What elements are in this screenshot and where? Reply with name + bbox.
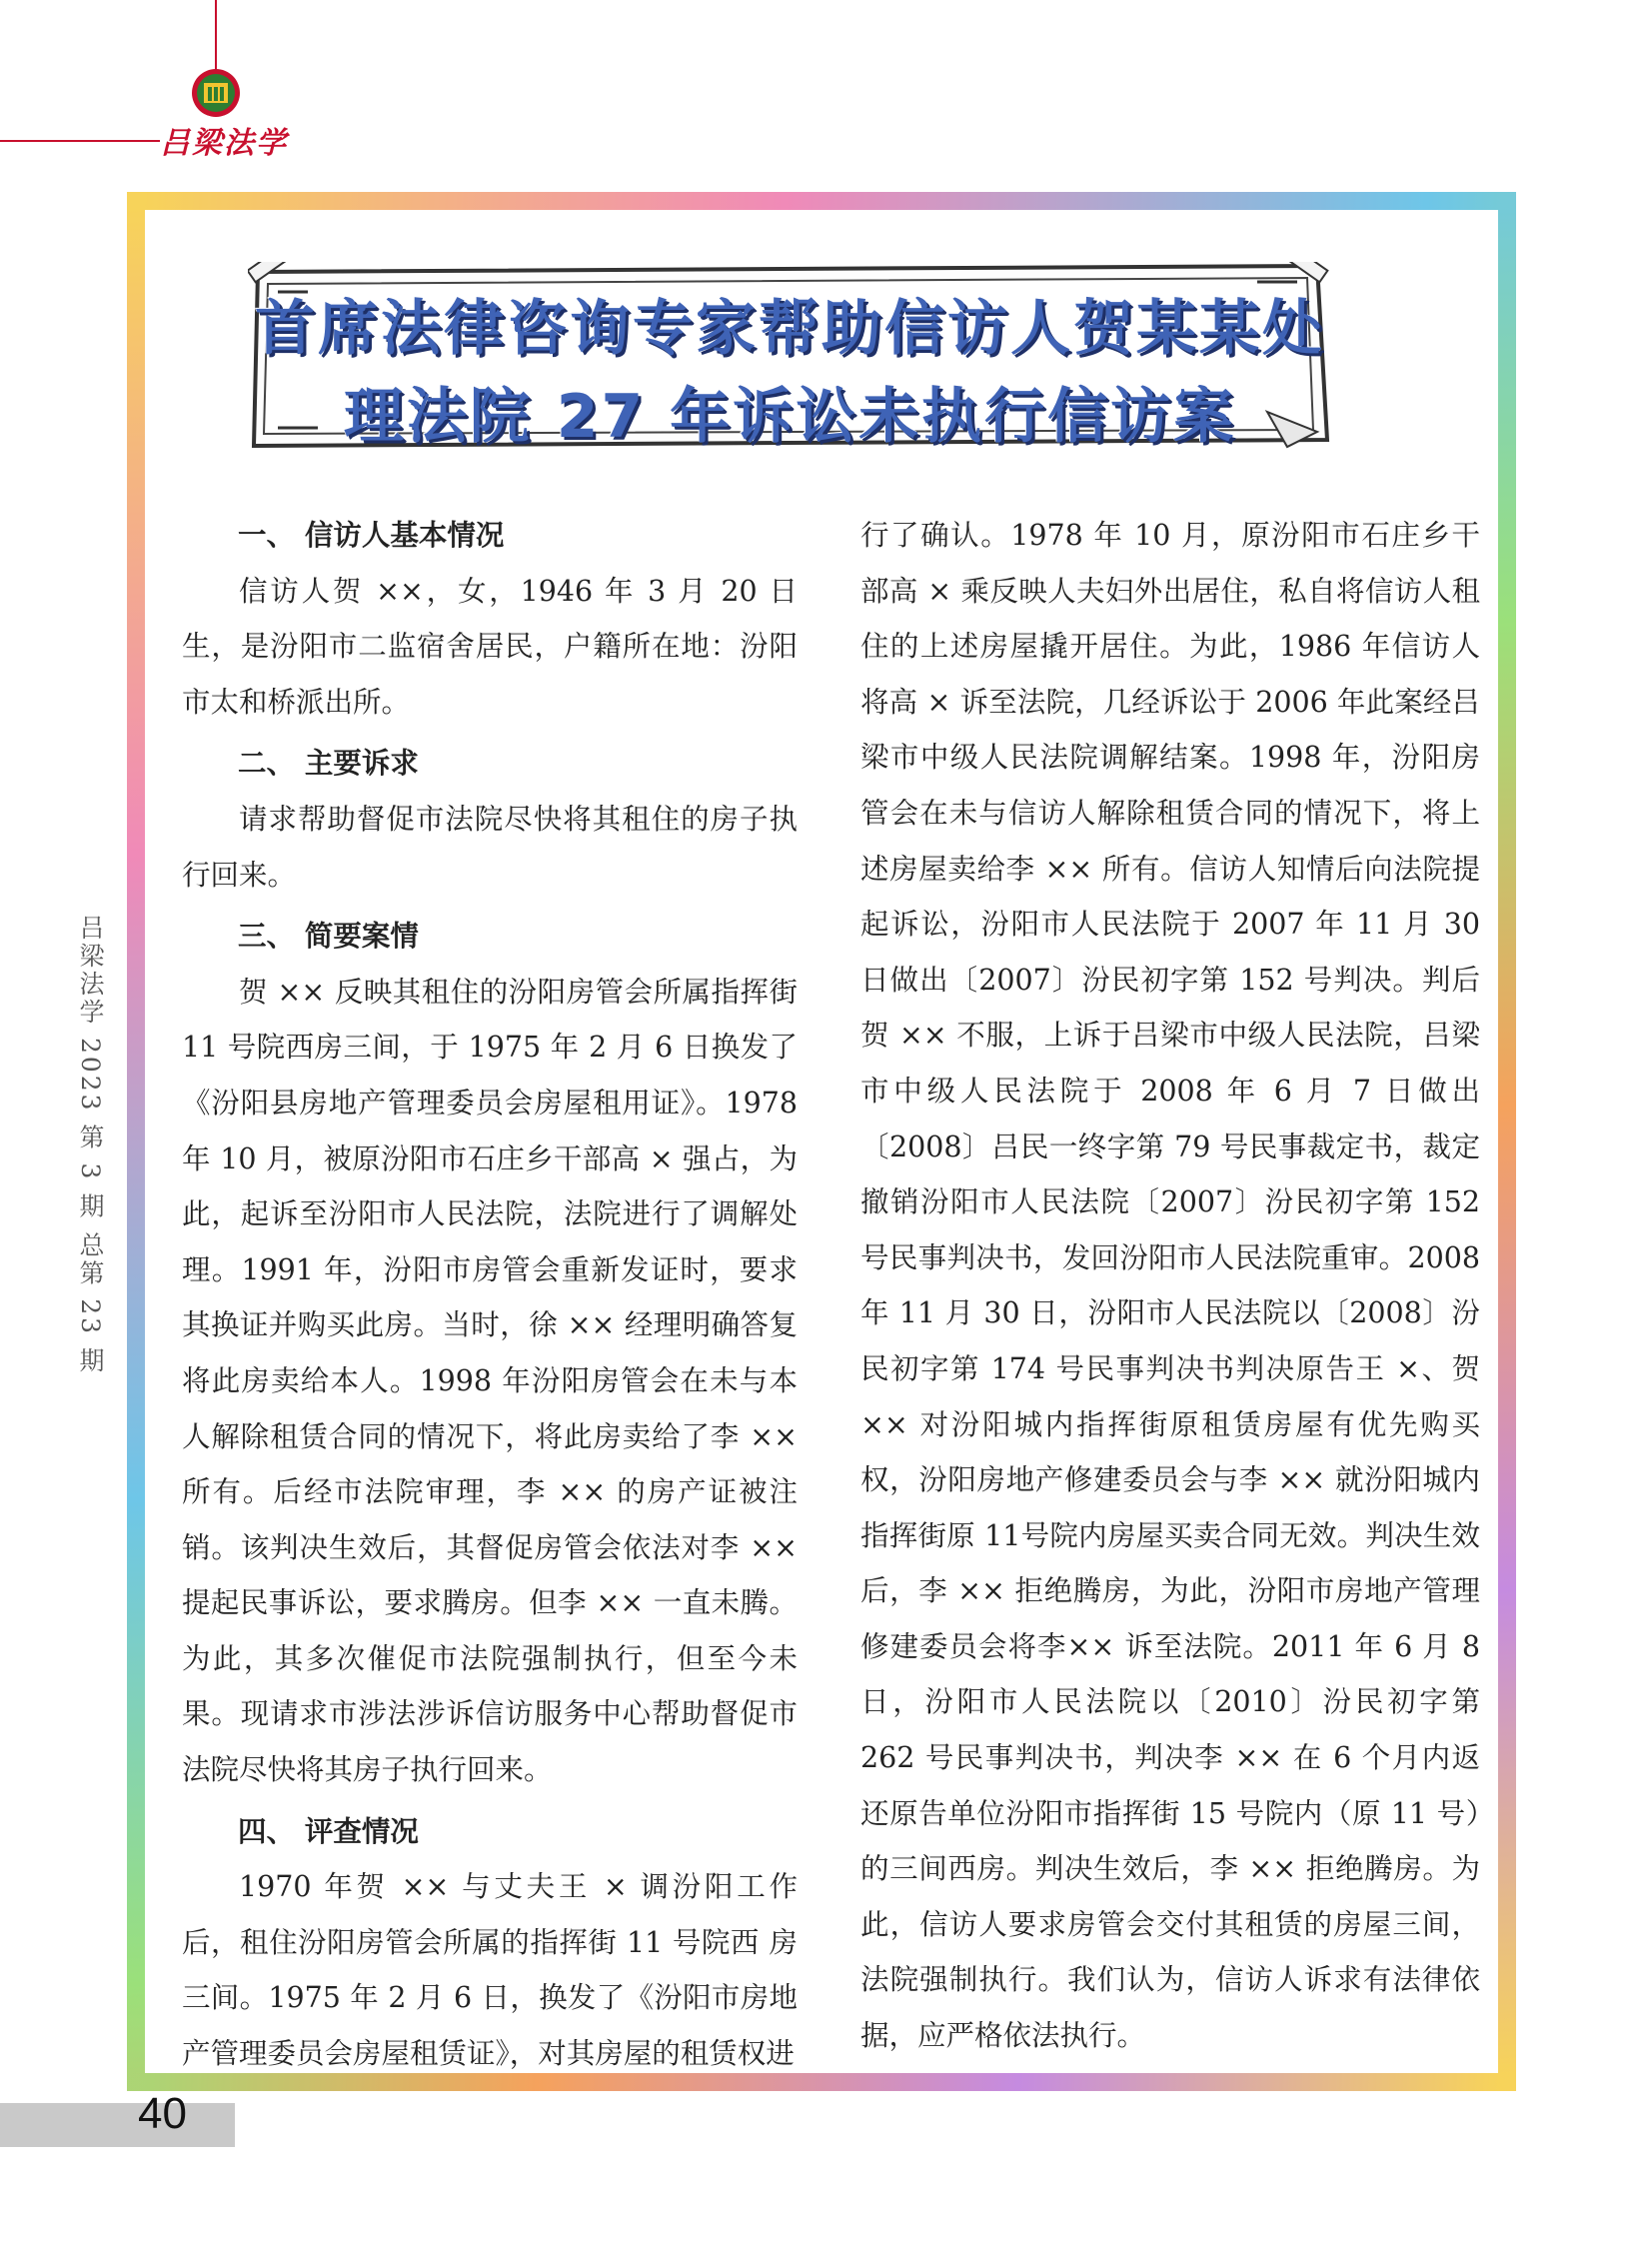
page-number-bar [0,2103,235,2147]
page-number: 40 [138,2089,187,2138]
section-heading-3: 三、 简要案情 [238,920,419,954]
section-heading-2: 二、 主要诉求 [238,747,419,781]
section-heading-4: 四、 评查情况 [238,1814,419,1848]
section-heading-1: 一、 信访人基本情况 [238,519,505,552]
header-red-horizontal-line [0,140,160,142]
right-column [860,508,1480,2064]
issue-info-vertical: 吕梁法学 2023 第 3 期 总第 23 期 [76,915,105,1375]
court-emblem-icon [191,68,241,118]
section-3-paragraph: 贺 ×× 反映其租住的汾阳房管会所属指挥街 11 号院西房三间，于 1975 年 2 月 6 日换发了《汾阳县房地产管理委员会房屋租用证》。1978 年 10 月，被原汾阳市石庄乡干部高 × 强占，为此，起诉至汾阳市人民法院，法院进行了调解处理。1991 年，汾阳市房管会重新发证时，要求其换证并购买此房。当时，徐 ×× 经理明确答复将此房卖给本人。1998 年汾阳房管会在未与本人解除租赁合同的情况下，将此房卖给了李 ×× 所有。后经市法院审理，李 ×× 的房产证被注销。该判决生效后，其督促房管会依法对李 ×× 提起民事诉讼，要求腾房。但李 ×× 一直未腾。为此，其多次催促市法院强制执行，但至今未果。现请求市涉法涉诉信访服务中心帮助督促市法院尽快将其房子执行回来。 [182,975,798,1787]
section-4-paragraph-continued: 行了确认。1978 年 10 月，原汾阳市石庄乡干部高 × 乘反映人夫妇外出居住，私自将信访人租住的上述房屋撬开居住。为此，1986 年信访人将高 × 诉至法院，几经诉讼于 2006 年此案经吕梁市中级人民法院调解结案。1998 年，汾阳房管会在未与信访人解除租赁合同的情况下，将上述房屋卖给李 ×× 所有。信访人知情后向法院提起诉讼，汾阳市人民法院于 2007 年 11 月 30 日做出〔2007〕汾民初字第 152 号判决。判后贺 ×× 不服，上诉于吕梁市中级人民法院，吕梁市中级人民法院于 2008 年 6 月 7 日做出〔2008〕吕民一终字第 79 号民事裁定书，裁定撤销汾阳市人民法院〔2007〕汾民初字第 152 号民事判决书，发回汾阳市人民法院重审。2008 年 11 月 30 日，汾阳市人民法院以〔2008〕汾民初字第 174 号民事判决书判决原告王 ×、贺 ×× 对汾阳城内指挥街原租赁房屋有优先购买权，汾阳房地产修建委员会与李 ×× 就汾阳城内指挥街原 11号院内房屋买卖合同无效。判决生效后，李 ×× 拒绝腾房，为此，汾阳市房地产管理修建委员会将李×× 诉至法院。2011 年 6 月 8 日，汾阳市人民法院以〔2010〕汾民初字第 262 号民事判决书，判决李 ×× 在 6 个月内返还原告单位汾阳市指挥街 15 号院内（原 11 号）的三间西房。判决生效后，李 ×× 拒绝腾房。为此，信访人要求房管会交付其租赁的房屋三间，法院强制执行。我们认为，信访人诉求有法律依据，应严格依法执行。 [860,519,1480,2053]
section-1-paragraph: 信访人贺 ××，女，1946 年 3 月 20 日生，是汾阳市二监宿舍居民，户籍所在地：汾阳市太和桥派出所。 [182,574,798,719]
article-title: 首席法律咨询专家帮助信访人贺某某处理法院 27 年诉讼未执行信访案 [255,294,1325,452]
section-2-paragraph: 请求帮助督促市法院尽快将其租住的房子执行回来。 [182,802,798,892]
masthead: 吕梁法学 [160,126,288,161]
left-column [182,508,798,2082]
section-4-paragraph-start: 1970 年贺 ×× 与丈夫王 × 调汾阳工作后，租住汾阳房管会所属的指挥街 11 号院西 房三间。1975 年 2 月 6 日，换发了《汾阳市房地产管理委员会房屋租赁证》，对其房屋的租赁权进 [182,1870,798,2071]
